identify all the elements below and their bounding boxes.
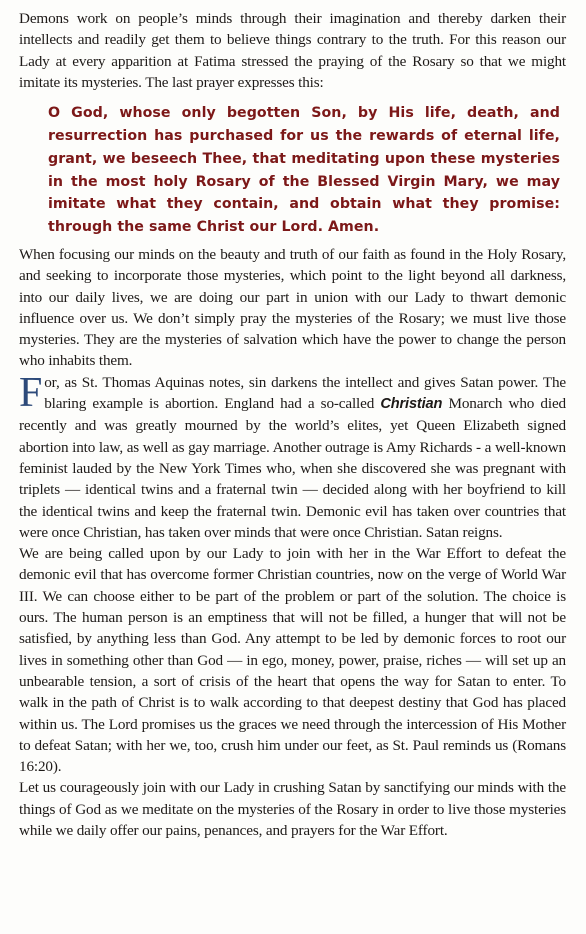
paragraph-aquinas: [19, 369, 566, 543]
paragraph-focus: When focusing our minds on the beauty and truth of our faith as found in the Holy Rosary, and seeking to incorporate those mysteries, which point to the light beyond all darkness, into our daily lives, we are doing our part in union with our Lady to thwart demonic influence over us. We don’t simply pray the mysteries of the Rosary; we must live those mysteries. They are the mysteries of salvation which have the power to change the person who inhabits them.: [19, 245, 566, 370]
paragraph-war-effort: We are being called upon by our Lady to join with her in the War Effort to defeat the demonic evil that has overcome former Christian countries, now on the verge of World War III. We can choose either to be part of the problem or part of the solution. The choice is ours. The human person is an emptiness that will not be filled, a hunger that will not be satisfied, by anything less than God. Any attempt to be led by demonic forces to root our lives in something other than God — in ego, money, power, praise, riches — will set up an unbearable tension, a sort of crisis of the heart that opens the way for Satan to enter. To walk in the path of Christ is to walk according to that deepest destiny that God has placed within us. The Lord promises us the graces we need through the intercession of His Mother to defeat Satan; with her we, too, crush him under our feet, as St. Paul reminds us (Romans 16:20).: [19, 545, 566, 776]
rosary-closing-prayer: O God, whose only begotten Son, by His life, death, and resurrection has purchased for us the rewards of eternal life, grant, we beseech Thee, that meditating upon these mysteries in the most holy Rosary of the Blessed Virgin Mary, we may imitate what they contain, and obtain what they promise: through the same Christ our Lord. Amen.: [48, 105, 560, 236]
christian-emphasis: Christian: [380, 396, 443, 413]
drop-cap: F: [19, 369, 43, 416]
paragraph-conclusion: Let us courageously join with our Lady in crushing Satan by sanctifying our minds with the things of God as we meditate on the mysteries of the Rosary in order to live those mysteries while we daily offer our pains, penances, and prayers for the War Effort.: [19, 779, 566, 839]
aquinas-text-1: or, as St. Thomas Aquinas notes, sin darkens the intellect and gives Satan power. The blaring example is abortion. England had a so-called: [44, 373, 566, 413]
paragraph-intro: Demons work on people’s minds through their imagination and thereby darken their intellects and readily get them to believe things contrary to the truth. For this reason our Lady at every apparition at Fatima stressed the praying of the Rosary so that we might imitate its mysteries. The last prayer expresses this:: [19, 10, 566, 91]
aquinas-text-2: Monarch who died recently and was greatly mourned by the world’s elites, yet Queen Elizabeth signed abortion into law, as well as gay marriage. Another outrage is Amy Richards - a well-known feminist lauded by the New York Times who, when she discovered she was pregnant with triplets — identical twins and a fraternal twin — decided along with her boyfriend to kill the identical twins and keep the fraternal twin. Demonic evil has taken over countries that were once Christian, has taken over minds that were once Christian. Satan reigns.: [19, 395, 566, 541]
